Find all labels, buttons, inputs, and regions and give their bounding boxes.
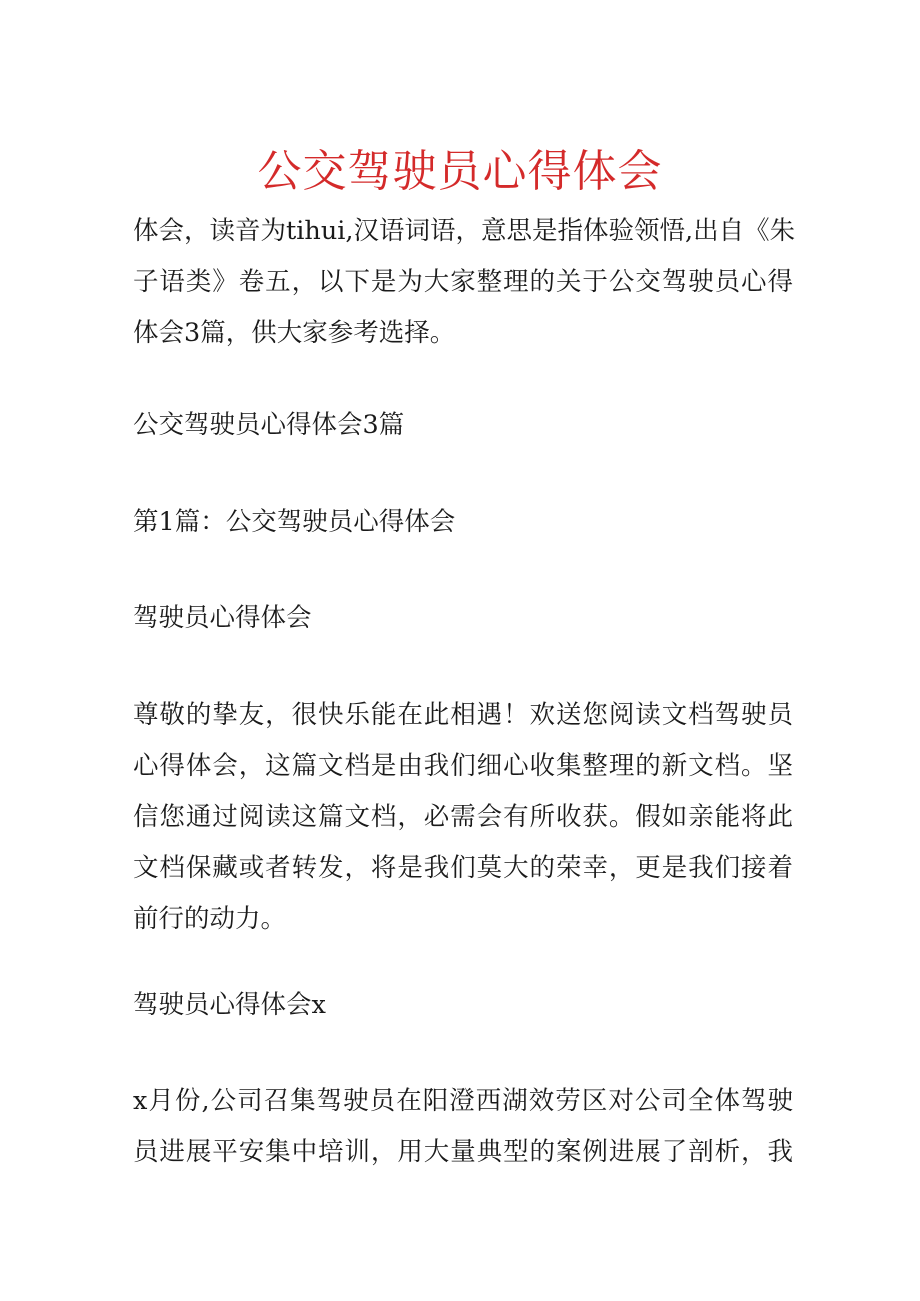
heading-text: 驾驶员心得体会	[133, 603, 312, 633]
paragraph-line: 信您通过阅读这篇文档，必需会有所收获。假如亲能将此	[133, 802, 793, 832]
heading-text: 第1篇：公交驾驶员心得体会	[133, 507, 456, 537]
paragraph-line: 心得体会，这篇文档是由我们细心收集整理的新文档。坚	[133, 751, 793, 781]
paragraph-line: 文档保藏或者转发，将是我们莫大的荣幸，更是我们接着	[133, 853, 793, 883]
body-paragraph	[133, 1076, 793, 1178]
intro-paragraph	[133, 206, 796, 359]
heading-text: 公交驾驶员心得体会3篇	[133, 410, 405, 440]
paragraph-line: 员进展平安集中培训，用大量典型的案例进展了剖析，我	[133, 1137, 793, 1167]
greeting-paragraph	[133, 690, 793, 945]
heading-text: 驾驶员心得体会x	[133, 990, 326, 1020]
paragraph-line: 前行的动力。	[133, 904, 287, 934]
collection-heading	[133, 400, 793, 451]
paragraph-line: 尊敬的挚友，很快乐能在此相遇！欢送您阅读文档驾驶员	[133, 700, 793, 730]
paragraph-line: 体会3篇，供大家参考选择。	[133, 318, 456, 348]
paragraph-line: x月份,公司召集驾驶员在阳澄西湖效劳区对公司全体驾驶	[133, 1086, 793, 1116]
paragraph-line: 子语类》卷五，以下是为大家整理的关于公交驾驶员心得	[133, 267, 793, 297]
document-title: 公交驾驶员心得体会	[257, 146, 663, 197]
sub-heading	[133, 593, 793, 644]
part1-heading	[133, 497, 793, 548]
x-heading	[133, 980, 793, 1031]
paragraph-line: 体会，读音为tihui,汉语词语，意思是指体验领悟,出自《朱	[133, 216, 796, 246]
